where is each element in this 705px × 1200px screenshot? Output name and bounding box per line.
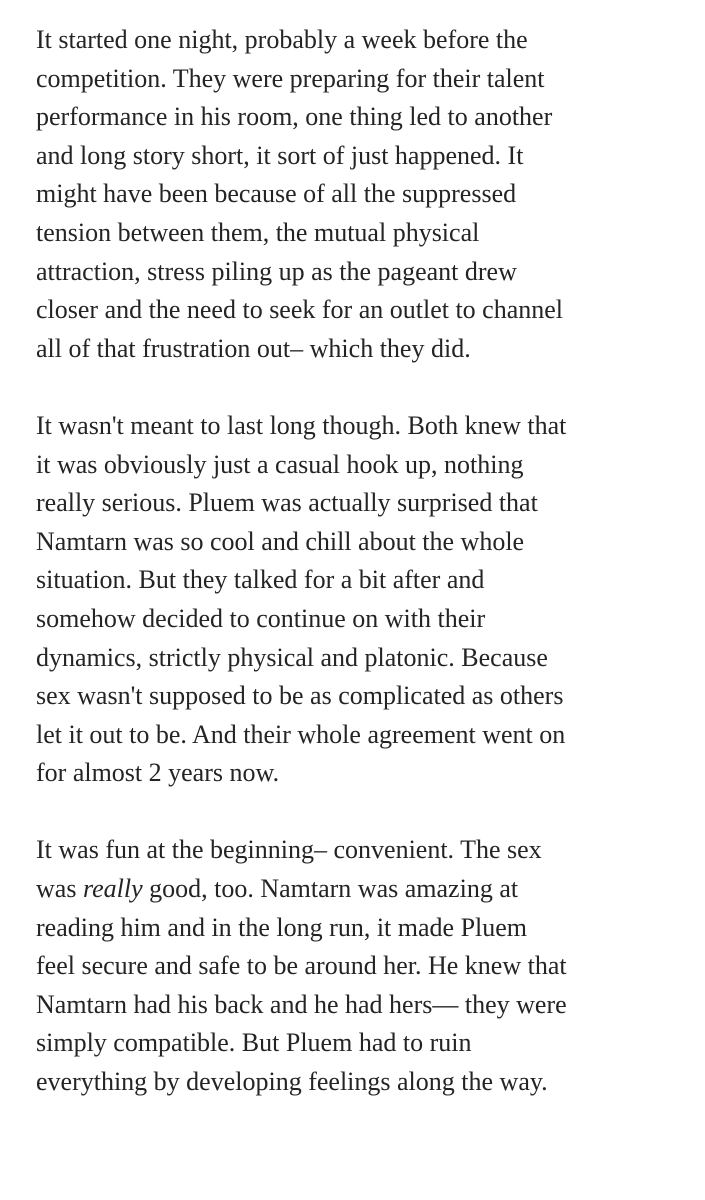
text-line: competition. They were preparing for their talent	[36, 63, 545, 93]
paragraph-2	[36, 407, 676, 793]
text-line: might have been because of all the suppressed	[36, 179, 517, 209]
article-body	[36, 21, 676, 1102]
text-line: all of that frustration out– which they did.	[36, 333, 471, 363]
text-line: situation. But they talked for a bit after and	[36, 565, 485, 595]
text-line: reading him and in the long run, it made Pluem	[36, 912, 528, 942]
text-run: was	[36, 874, 83, 904]
paragraph-spacer	[36, 793, 676, 832]
text-line: sex wasn't supposed to be as complicated as others	[36, 681, 564, 711]
text-line: let it out to be. And their whole agreement went on	[36, 719, 566, 749]
text-line: tension between them, the mutual physical	[36, 217, 480, 247]
text-line: somehow decided to continue on with their	[36, 603, 486, 633]
text-line: it was obviously just a casual hook up, nothing	[36, 449, 524, 479]
text-line: and long story short, it sort of just happened. It	[36, 140, 524, 170]
text-line: attraction, stress piling up as the pageant drew	[36, 256, 517, 286]
text-run: good, too. Namtarn was amazing at	[142, 874, 519, 904]
text-line: really serious. Pluem was actually surprised that	[36, 488, 538, 518]
paragraph-1	[36, 21, 676, 368]
text-line: Namtarn was so cool and chill about the whole	[36, 526, 525, 556]
text-line: feel secure and safe to be around her. He knew that	[36, 951, 567, 981]
text-line: performance in his room, one thing led to another	[36, 102, 553, 132]
text-line: simply compatible. But Pluem had to ruin	[36, 1028, 472, 1058]
text-line: for almost 2 years now.	[36, 758, 280, 788]
text-line: everything by developing feelings along the way.	[36, 1067, 548, 1097]
paragraph-spacer	[36, 368, 676, 407]
text-line: It was fun at the beginning– convenient. The sex	[36, 835, 542, 865]
text-line: It wasn't meant to last long though. Both knew that	[36, 410, 567, 440]
text-line: Namtarn had his back and he had hers— they were	[36, 989, 567, 1019]
text-line: dynamics, strictly physical and platonic. Because	[36, 642, 548, 672]
paragraph-3	[36, 831, 676, 1101]
text-line: It started one night, probably a week before the	[36, 25, 528, 54]
text-line: closer and the need to seek for an outlet to channel	[36, 295, 564, 325]
emphasis-text: really	[82, 874, 143, 904]
text-line	[36, 870, 676, 909]
